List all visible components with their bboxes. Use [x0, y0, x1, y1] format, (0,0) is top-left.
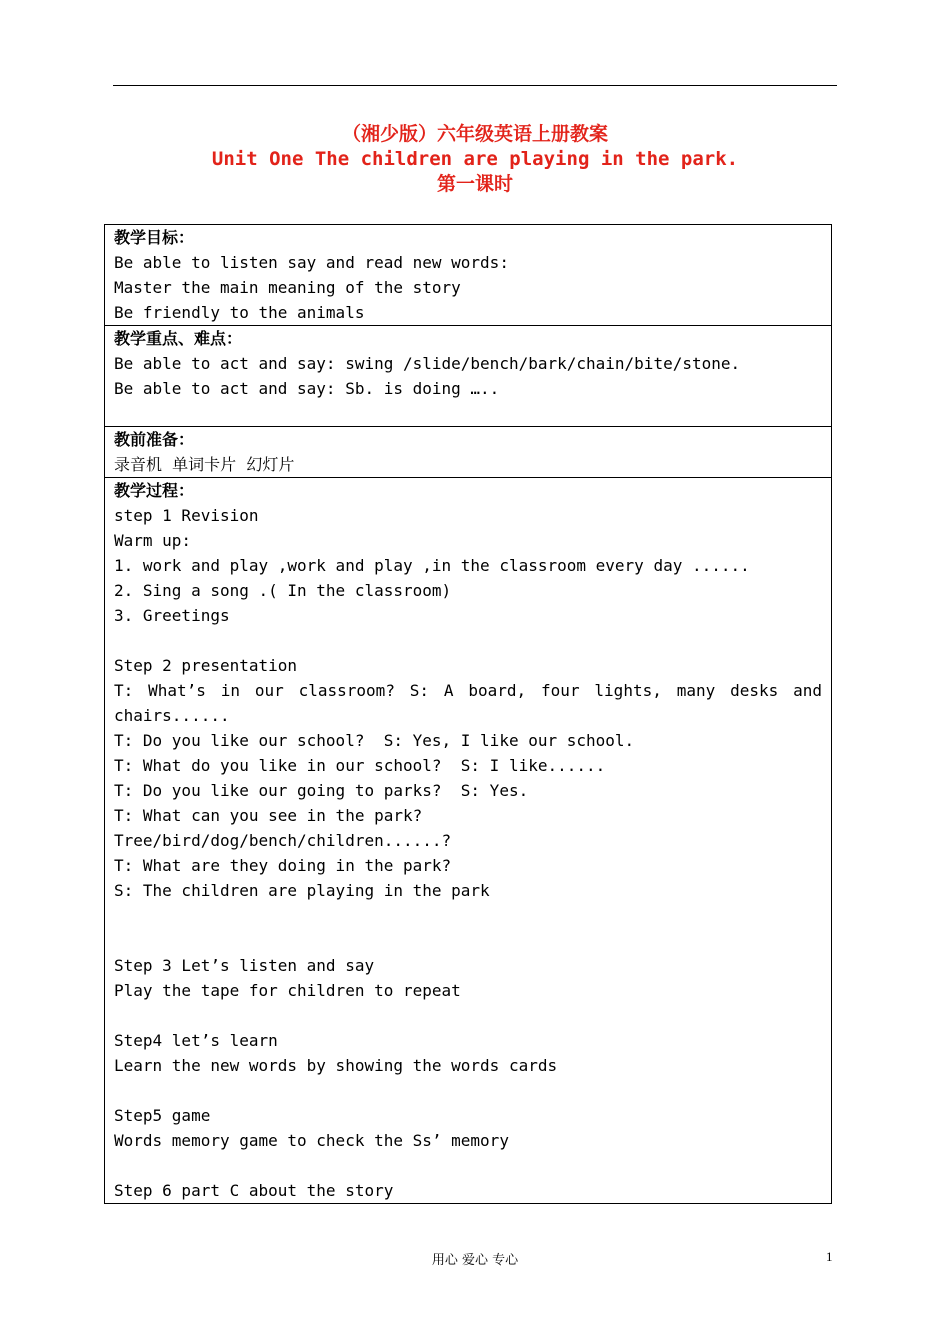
page-number: 1 [826, 1249, 833, 1264]
section-blank-line [114, 401, 822, 426]
section-line: Be friendly to the animals [114, 303, 365, 322]
footer-motto: 用心 爱心 专心 [431, 1253, 519, 1268]
step-line: Step4 let’s learn [114, 1031, 278, 1050]
step-line: S: The children are playing in the park [114, 881, 490, 900]
title-publisher-line: （湘少版）六年级英语上册教案 [341, 123, 608, 145]
section-heading: 教学过程： [114, 481, 195, 500]
step-line: T: What do you like in our school? S: I like...... [114, 756, 606, 775]
step-line: T: What can you see in the park? [114, 806, 423, 825]
step-line: 1. work and play ,work and play ,in the classroom every day ...... [114, 556, 750, 575]
step-line: Step 2 presentation [114, 656, 298, 675]
section-heading: 教前准备： [114, 430, 195, 449]
title-lesson-line: 第一课时 [436, 173, 513, 195]
blank-line [114, 928, 822, 953]
section-preparation [105, 426, 831, 477]
section-line: 录音机 单词卡片 幻灯片 [114, 455, 295, 474]
step-line: T: Do you like our going to parks? S: Yes. [114, 781, 529, 800]
section-objectives [105, 225, 831, 325]
section-line: Master the main meaning of the story [114, 278, 461, 297]
blank-line [114, 1003, 822, 1028]
step-line: Learn the new words by showing the words cards [114, 1056, 558, 1075]
blank-line [114, 1078, 822, 1103]
section-line: Be able to listen say and read new words: [114, 253, 509, 272]
step-line: T: What’s in our classroom? S: A board, four lights, many desks and chairs...... [114, 681, 822, 725]
step-line: step 1 Revision [114, 506, 259, 525]
step-line: Play the tape for children to repeat [114, 981, 461, 1000]
step-line: Step 6 part C about the story [114, 1181, 394, 1200]
step-line: Step5 game [114, 1106, 211, 1125]
step-line: 2. Sing a song .( In the classroom) [114, 581, 452, 600]
blank-line [114, 1153, 822, 1178]
blank-line [114, 903, 822, 928]
section-line: Be able to act and say: Sb. is doing ….. [114, 379, 500, 398]
step-line: T: Do you like our school? S: Yes, I like our school. [114, 731, 635, 750]
header-rule [113, 85, 837, 86]
step-line: 3. Greetings [114, 606, 230, 625]
step-line: Tree/bird/dog/bench/children......? [114, 831, 452, 850]
section-heading: 教学目标： [114, 228, 195, 247]
blank-line [114, 628, 822, 653]
section-procedure [105, 477, 831, 1203]
section-line: Be able to act and say: swing /slide/bench/bark/chain/bite/stone. [114, 354, 741, 373]
section-heading: 教学重点、难点： [114, 329, 243, 348]
step-line: Step 3 Let’s listen and say [114, 956, 375, 975]
lesson-plan-table [104, 224, 832, 1204]
step-line: T: What are they doing in the park? [114, 856, 452, 875]
title-unit-line: Unit One The children are playing in the park. [211, 148, 739, 170]
step-line: Words memory game to check the Ss’ memory [114, 1131, 509, 1150]
step-line: Warm up: [114, 531, 192, 550]
document-title [0, 122, 950, 197]
section-key-points [105, 325, 831, 426]
